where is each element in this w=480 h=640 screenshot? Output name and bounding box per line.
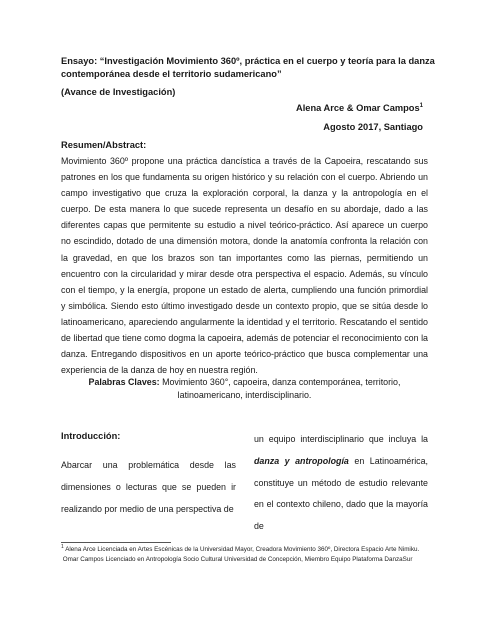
essay-subtitle: (Avance de Investigación)	[61, 87, 176, 97]
footnote-rule	[61, 542, 171, 543]
footnote-1	[61, 545, 436, 555]
right-text-post: en Latinoamérica, constituye un método de estudio relevante en el contexto chileno, dado que la mayoría de	[254, 455, 429, 532]
right-text-emphasis: danza y antropología	[254, 455, 349, 466]
footnote-line-1: Alena Arce Licenciada en Artes Escénicas de la Universidad Mayor, Creadora Movimiento 360º, Directora Espacio Arte Nimiku.	[65, 546, 420, 553]
keywords-label: Palabras Claves:	[88, 377, 160, 387]
introduction-left-column: Abarcar una problemática desde las dimensiones o lecturas que se pueden ir realizando por medio de una perspectiva de	[61, 460, 236, 514]
abstract-body: Movimiento 360º propone una práctica dancística a través de la Capoeira, rescatando sus patrones en los que fundamenta su origen histórico y su relación con el cuerpo. Abriendo un campo investigativo que cruza la exploración corporal, la danza y la antropología en el cuerpo. De esta manera lo que sucede representa un desafío en su abordaje, dado a las diferentes capas que permitente su estudio a nivel teórico-práctico. Así aparece un cuerpo no escindido, dotado de una dimensión motora, donde la anatomía confronta la relación con la gravedad, en que los brazos son tan importantes como las piernas, permitiendo un encuentro con la circularidad y mirar desde otra perspectiva el espacio. Además, su vínculo con el tiempo, y la energía, propone un estado de alerta, cumpliendo una función primordial y simbólica. Siendo esto último investigado desde un contexto propio, que se sitúa desde lo latinoamericano, apareciendo angularmente la identidad y el territorio. Rescatando el sentido de libertad que tiene como dogma la capoeira, además de potenciar el reconocimiento con la danza. Entregando dispositivos en un aporte teórico-práctico que busca complementar una experiencia de la danza de hoy en nuestra región.	[61, 156, 428, 376]
keywords-text: Movimiento 360°, capoeira, danza contemporánea, territorio, latinoamericano, interdisciplinario.	[162, 377, 401, 400]
footnote-2	[61, 555, 436, 565]
author-footnote-mark: 1	[419, 102, 423, 109]
introduction-heading: Introducción:	[61, 431, 121, 441]
footnote-mark: 1	[61, 543, 64, 550]
footnotes	[61, 545, 436, 565]
author-line	[296, 103, 423, 113]
authors: Alena Arce & Omar Campos	[296, 103, 420, 113]
essay-title: Ensayo: “Investigación Movimiento 360º, práctica en el cuerpo y teoría para la danza contemporánea desde el territorio sudamericano”	[61, 56, 435, 79]
abstract-heading: Resumen/Abstract:	[61, 140, 147, 150]
right-text-pre: un equipo interdisciplinario que incluya la	[254, 434, 428, 444]
keywords	[61, 376, 428, 402]
footnote-line-2: Omar Campos Licenciado en Antropología Socio Cultural Universidad de Concepción, Miembro Equipo Plataforma DanzaSur	[62, 556, 413, 564]
introduction-right-column	[254, 429, 428, 538]
date-place: Agosto 2017, Santiago	[323, 122, 423, 132]
